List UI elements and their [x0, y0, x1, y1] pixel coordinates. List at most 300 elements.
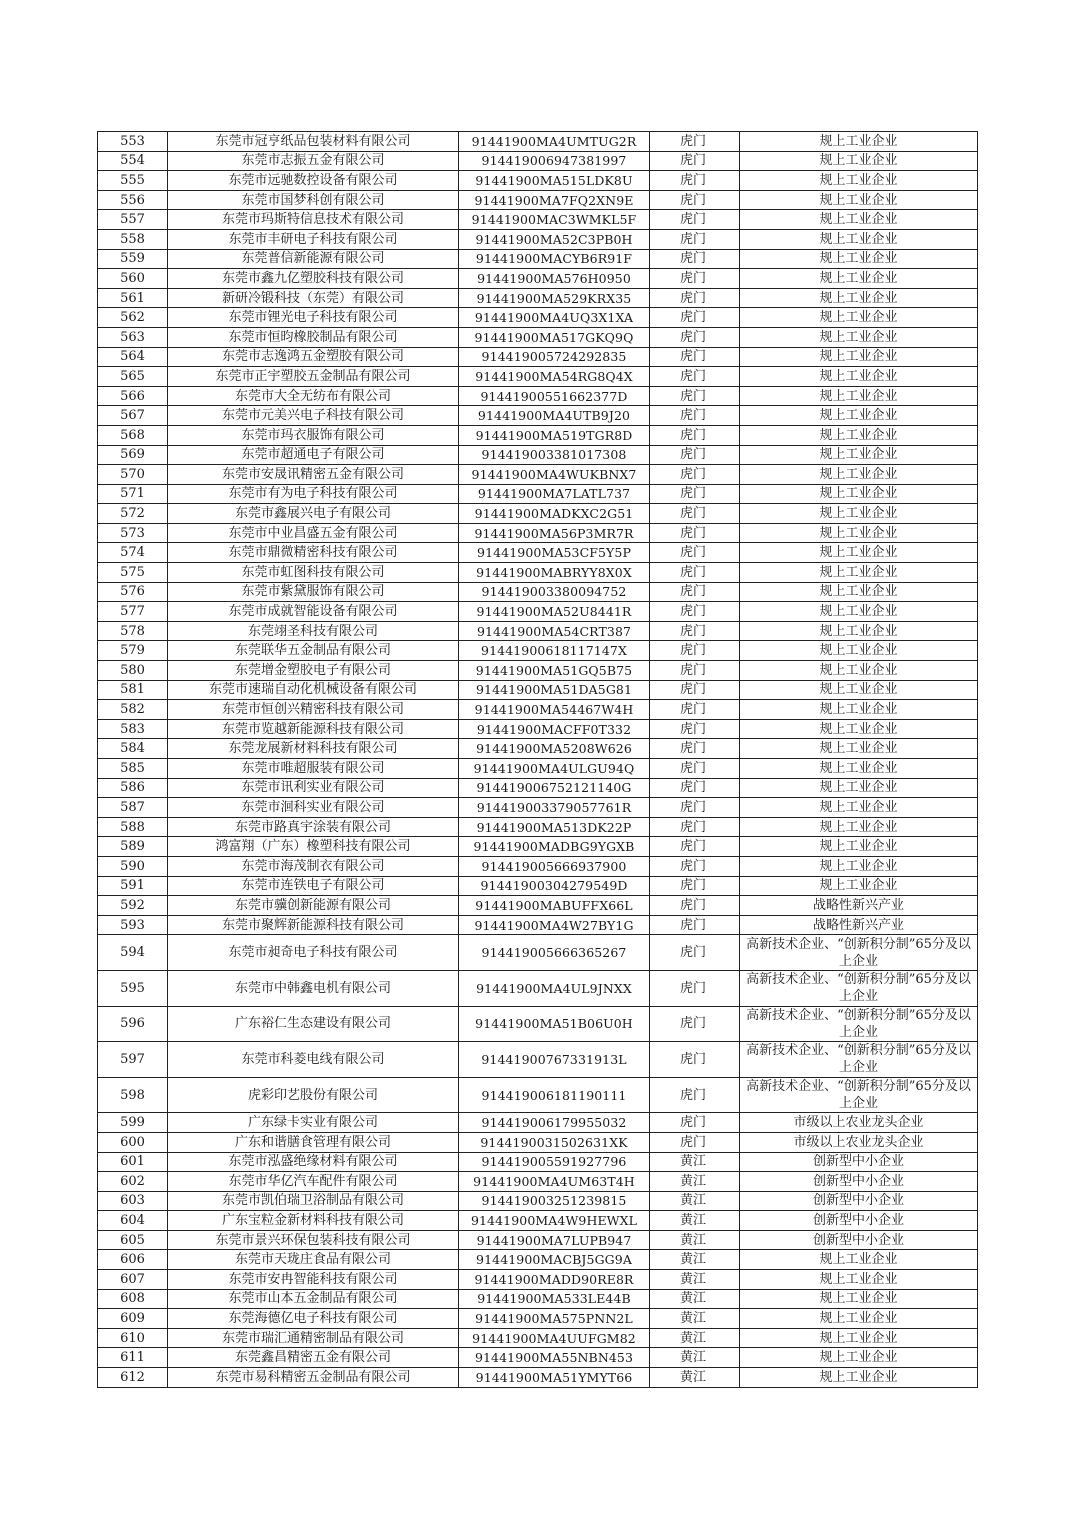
table-row [98, 1250, 978, 1270]
row-number: 611 [98, 1348, 168, 1368]
enterprise-type: 规上工业企业 [740, 680, 978, 700]
credit-code: 91441900MADBG9YGXB [459, 837, 650, 857]
company-name: 东莞市有为电子科技有限公司 [168, 484, 459, 504]
town-name: 虎门 [650, 739, 740, 759]
row-number: 556 [98, 190, 168, 210]
enterprise-type: 规上工业企业 [740, 229, 978, 249]
credit-code: 91441900MA7LUPB947 [459, 1230, 650, 1250]
row-number: 609 [98, 1309, 168, 1329]
row-number: 558 [98, 229, 168, 249]
town-name: 虎门 [650, 817, 740, 837]
company-name: 东莞市骥创新能源有限公司 [168, 896, 459, 916]
credit-code: 91441900MA7FQ2XN9E [459, 190, 650, 210]
row-number: 564 [98, 347, 168, 367]
row-number: 575 [98, 563, 168, 583]
town-name: 虎门 [650, 563, 740, 583]
credit-code: 914419006181190111 [459, 1077, 650, 1113]
town-name: 虎门 [650, 700, 740, 720]
enterprise-type: 规上工业企业 [740, 876, 978, 896]
table-row [98, 1132, 978, 1152]
credit-code: 91441900MA575PNN2L [459, 1309, 650, 1329]
row-number: 597 [98, 1042, 168, 1078]
table-row [98, 915, 978, 935]
table-row [98, 269, 978, 289]
town-name: 虎门 [650, 1113, 740, 1133]
enterprise-type: 高新技术企业、“创新积分制”65分及以上企业 [740, 1042, 978, 1078]
town-name: 虎门 [650, 249, 740, 269]
town-name: 黄江 [650, 1172, 740, 1192]
credit-code: 91441900694738199​7 [459, 151, 650, 171]
table-row [98, 1328, 978, 1348]
town-name: 虎门 [650, 151, 740, 171]
enterprise-type: 规上工业企业 [740, 661, 978, 681]
credit-code: 91441900767331913L [459, 1042, 650, 1078]
company-name: 东莞市丰研电子科技有限公司 [168, 229, 459, 249]
company-name: 广东裕仁生态建设有限公司 [168, 1006, 459, 1042]
row-number: 577 [98, 602, 168, 622]
row-number: 595 [98, 970, 168, 1006]
credit-code: 91441900MA4W9HEWXL [459, 1211, 650, 1231]
company-name: 东莞市超通电子有限公司 [168, 445, 459, 465]
credit-code: 91441900MA4W27BY1G [459, 915, 650, 935]
table-row [98, 425, 978, 445]
company-name: 东莞市恒昀橡胶制品有限公司 [168, 327, 459, 347]
enterprise-type: 规上工业企业 [740, 327, 978, 347]
company-name: 鸿富翔（广东）橡塑科技有限公司 [168, 837, 459, 857]
table-row [98, 151, 978, 171]
row-number: 555 [98, 171, 168, 191]
credit-code: 91441900MA4UTB9J20 [459, 406, 650, 426]
enterprise-type: 规上工业企业 [740, 151, 978, 171]
company-name: 东莞市山本五金制品有限公司 [168, 1289, 459, 1309]
table-row [98, 1289, 978, 1309]
town-name: 黄江 [650, 1211, 740, 1231]
company-name: 东莞市玛衣服饰有限公司 [168, 425, 459, 445]
enterprise-type: 规上工业企业 [740, 798, 978, 818]
row-number: 592 [98, 896, 168, 916]
company-name: 东莞龙展新材料科技有限公司 [168, 739, 459, 759]
row-number: 567 [98, 406, 168, 426]
enterprise-type: 规上工业企业 [740, 484, 978, 504]
table-row [98, 367, 978, 387]
credit-code: 914419003251239815 [459, 1191, 650, 1211]
enterprise-type: 市级以上农业龙头企业 [740, 1113, 978, 1133]
town-name: 虎门 [650, 425, 740, 445]
enterprise-type: 规上工业企业 [740, 504, 978, 524]
credit-code: 91441900MA517GKQ9Q [459, 327, 650, 347]
enterprise-type: 规上工业企业 [740, 778, 978, 798]
row-number: 557 [98, 210, 168, 230]
table-row [98, 1042, 978, 1078]
table-row [98, 661, 978, 681]
row-number: 570 [98, 465, 168, 485]
company-name: 东莞市鑫九亿塑胶科技有限公司 [168, 269, 459, 289]
table-row [98, 1191, 978, 1211]
company-name: 东莞市凯伯瑞卫浴制品有限公司 [168, 1191, 459, 1211]
company-name: 东莞市泓盛绝缘材料有限公司 [168, 1152, 459, 1172]
town-name: 虎门 [650, 641, 740, 661]
table-row [98, 1172, 978, 1192]
company-name: 新研冷锻科技（东莞）有限公司 [168, 288, 459, 308]
credit-code: 91441900MA513DK22P [459, 817, 650, 837]
credit-code: 91441900MA55NBN453 [459, 1348, 650, 1368]
town-name: 虎门 [650, 837, 740, 857]
company-name: 东莞市冠亨纸品包装材料有限公司 [168, 132, 459, 152]
row-number: 576 [98, 582, 168, 602]
town-name: 虎门 [650, 445, 740, 465]
company-name: 东莞市景兴环保包装科技有限公司 [168, 1230, 459, 1250]
credit-code: 914419006179955032 [459, 1113, 650, 1133]
town-name: 虎门 [650, 367, 740, 387]
credit-code: 91441900MACYB6R91F [459, 249, 650, 269]
town-name: 虎门 [650, 543, 740, 563]
enterprise-type: 规上工业企业 [740, 269, 978, 289]
company-name: 东莞翊圣科技有限公司 [168, 621, 459, 641]
town-name: 虎门 [650, 406, 740, 426]
credit-code: 91441900MA529KRX35 [459, 288, 650, 308]
enterprise-type: 规上工业企业 [740, 367, 978, 387]
credit-code: 9144190031502631XK [459, 1132, 650, 1152]
table-row [98, 1368, 978, 1388]
town-name: 虎门 [650, 915, 740, 935]
row-number: 573 [98, 523, 168, 543]
credit-code: 91441900MA53CF5Y5P [459, 543, 650, 563]
table-row [98, 406, 978, 426]
company-name: 东莞普信新能源有限公司 [168, 249, 459, 269]
enterprise-type: 规上工业企业 [740, 1328, 978, 1348]
town-name: 虎门 [650, 484, 740, 504]
row-number: 553 [98, 132, 168, 152]
company-name: 东莞市鑫展兴电子有限公司 [168, 504, 459, 524]
enterprise-type: 规上工业企业 [740, 171, 978, 191]
enterprise-type: 规上工业企业 [740, 641, 978, 661]
credit-code: 914419003381017308 [459, 445, 650, 465]
table-row [98, 132, 978, 152]
table-row [98, 935, 978, 971]
table-row [98, 190, 978, 210]
enterprise-type: 规上工业企业 [740, 132, 978, 152]
table-body [98, 132, 978, 1388]
enterprise-table [97, 131, 978, 1388]
row-number: 602 [98, 1172, 168, 1192]
company-name: 东莞市志振五金有限公司 [168, 151, 459, 171]
enterprise-type: 规上工业企业 [740, 190, 978, 210]
row-number: 590 [98, 856, 168, 876]
town-name: 虎门 [650, 504, 740, 524]
row-number: 559 [98, 249, 168, 269]
town-name: 黄江 [650, 1270, 740, 1290]
credit-code: 91441900MA4UL9JNXX [459, 970, 650, 1006]
company-name: 东莞市瑞汇通精密制品有限公司 [168, 1328, 459, 1348]
company-name: 东莞鑫昌精密五金有限公司 [168, 1348, 459, 1368]
table-row [98, 523, 978, 543]
table-row [98, 465, 978, 485]
company-name: 广东宝粒金新材料科技有限公司 [168, 1211, 459, 1231]
credit-code: 91441900MA576H0950 [459, 269, 650, 289]
enterprise-type: 规上工业企业 [740, 817, 978, 837]
enterprise-type: 规上工业企业 [740, 621, 978, 641]
row-number: 606 [98, 1250, 168, 1270]
row-number: 584 [98, 739, 168, 759]
enterprise-type: 规上工业企业 [740, 425, 978, 445]
table-row [98, 970, 978, 1006]
credit-code: 91441900MA515LDK8U [459, 171, 650, 191]
company-name: 广东和谐膳食管理有限公司 [168, 1132, 459, 1152]
row-number: 562 [98, 308, 168, 328]
credit-code: 91441900MA51DA5G81 [459, 680, 650, 700]
company-name: 东莞市天珑庄食品有限公司 [168, 1250, 459, 1270]
enterprise-type: 高新技术企业、“创新积分制”65分及以上企业 [740, 935, 978, 971]
row-number: 580 [98, 661, 168, 681]
town-name: 虎门 [650, 523, 740, 543]
row-number: 589 [98, 837, 168, 857]
table-row [98, 210, 978, 230]
company-name: 东莞市玛斯特信息技术有限公司 [168, 210, 459, 230]
table-row [98, 1077, 978, 1113]
table-row [98, 896, 978, 916]
company-name: 东莞市国梦科创有限公司 [168, 190, 459, 210]
credit-code: 91441900MA7LATL737 [459, 484, 650, 504]
credit-code: 91441900MA54467W4H [459, 700, 650, 720]
enterprise-type: 规上工业企业 [740, 1309, 978, 1329]
table-row [98, 229, 978, 249]
row-number: 608 [98, 1289, 168, 1309]
table-row [98, 484, 978, 504]
table-row [98, 1006, 978, 1042]
town-name: 黄江 [650, 1152, 740, 1172]
enterprise-type: 创新型中小企业 [740, 1152, 978, 1172]
town-name: 虎门 [650, 621, 740, 641]
credit-code: 91441900MA51B06U0H [459, 1006, 650, 1042]
table-row [98, 1309, 978, 1329]
row-number: 581 [98, 680, 168, 700]
table-row [98, 621, 978, 641]
row-number: 594 [98, 935, 168, 971]
enterprise-type: 规上工业企业 [740, 406, 978, 426]
enterprise-type: 规上工业企业 [740, 1270, 978, 1290]
company-name: 东莞市唯超服装有限公司 [168, 759, 459, 779]
credit-code: 914419006752121140G [459, 778, 650, 798]
enterprise-type: 规上工业企业 [740, 739, 978, 759]
table-row [98, 719, 978, 739]
company-name: 东莞市海茂制衣有限公司 [168, 856, 459, 876]
company-name: 东莞市安冉智能科技有限公司 [168, 1270, 459, 1290]
town-name: 虎门 [650, 465, 740, 485]
town-name: 虎门 [650, 171, 740, 191]
credit-code: 91441900MA533LE44B [459, 1289, 650, 1309]
table-row [98, 1270, 978, 1290]
table-row [98, 680, 978, 700]
company-name: 东莞市大全无纺布有限公司 [168, 386, 459, 406]
enterprise-type: 市级以上农业龙头企业 [740, 1132, 978, 1152]
credit-code: 91441900MA52U8441R [459, 602, 650, 622]
row-number: 586 [98, 778, 168, 798]
town-name: 虎门 [650, 661, 740, 681]
row-number: 563 [98, 327, 168, 347]
town-name: 虎门 [650, 719, 740, 739]
table-row [98, 563, 978, 583]
company-name: 东莞市连铁电子有限公司 [168, 876, 459, 896]
enterprise-type: 创新型中小企业 [740, 1191, 978, 1211]
table-row [98, 347, 978, 367]
row-number: 607 [98, 1270, 168, 1290]
company-name: 东莞市科菱电线有限公司 [168, 1042, 459, 1078]
town-name: 虎门 [650, 190, 740, 210]
town-name: 虎门 [650, 856, 740, 876]
company-name: 东莞市鼎微精密科技有限公司 [168, 543, 459, 563]
credit-code: 91441900551662377D [459, 386, 650, 406]
town-name: 黄江 [650, 1230, 740, 1250]
town-name: 虎门 [650, 269, 740, 289]
credit-code: 91441900304279549D [459, 876, 650, 896]
town-name: 黄江 [650, 1289, 740, 1309]
row-number: 596 [98, 1006, 168, 1042]
row-number: 560 [98, 269, 168, 289]
town-name: 虎门 [650, 778, 740, 798]
credit-code: 91441900MA519TGR8D [459, 425, 650, 445]
row-number: 593 [98, 915, 168, 935]
enterprise-type: 规上工业企业 [740, 523, 978, 543]
credit-code: 91441900MA4UQ3X1XA [459, 308, 650, 328]
town-name: 虎门 [650, 347, 740, 367]
row-number: 561 [98, 288, 168, 308]
enterprise-type: 规上工业企业 [740, 543, 978, 563]
credit-code: 91441900MA54RG8Q4X [459, 367, 650, 387]
town-name: 虎门 [650, 935, 740, 971]
town-name: 虎门 [650, 386, 740, 406]
enterprise-type: 规上工业企业 [740, 1289, 978, 1309]
credit-code: 91441900MACBJ5GG9A [459, 1250, 650, 1270]
table-row [98, 582, 978, 602]
town-name: 虎门 [650, 582, 740, 602]
table-row [98, 739, 978, 759]
enterprise-type: 创新型中小企业 [740, 1211, 978, 1231]
credit-code: 91441900618117147X [459, 641, 650, 661]
credit-code: 91441900MAC3WMKL5F [459, 210, 650, 230]
row-number: 571 [98, 484, 168, 504]
enterprise-type: 创新型中小企业 [740, 1172, 978, 1192]
company-name: 东莞市中韩鑫电机有限公司 [168, 970, 459, 1006]
enterprise-type: 规上工业企业 [740, 1250, 978, 1270]
enterprise-type: 规上工业企业 [740, 759, 978, 779]
table-row [98, 1348, 978, 1368]
table-row [98, 759, 978, 779]
table-row [98, 1152, 978, 1172]
company-name: 东莞市路真宇涂装有限公司 [168, 817, 459, 837]
credit-code: 91441900MA56P3MR7R [459, 523, 650, 543]
company-name: 东莞市易科精密五金制品有限公司 [168, 1368, 459, 1388]
enterprise-type: 战略性新兴产业 [740, 915, 978, 935]
town-name: 虎门 [650, 970, 740, 1006]
credit-code: 914419005666937900 [459, 856, 650, 876]
row-number: 568 [98, 425, 168, 445]
town-name: 黄江 [650, 1250, 740, 1270]
town-name: 黄江 [650, 1368, 740, 1388]
credit-code: 914419005591927796 [459, 1152, 650, 1172]
row-number: 569 [98, 445, 168, 465]
credit-code: 91441900MA4UMTUG2R [459, 132, 650, 152]
table-row [98, 308, 978, 328]
company-name: 东莞市成就智能设备有限公司 [168, 602, 459, 622]
row-number: 598 [98, 1077, 168, 1113]
table-row [98, 1211, 978, 1231]
enterprise-type: 规上工业企业 [740, 1348, 978, 1368]
enterprise-type: 规上工业企业 [740, 210, 978, 230]
town-name: 虎门 [650, 1042, 740, 1078]
credit-code: 91441900MABUFFX66L [459, 896, 650, 916]
credit-code: 91441900MACFF0T332 [459, 719, 650, 739]
table-row [98, 700, 978, 720]
credit-code: 914419005666365267 [459, 935, 650, 971]
company-name: 东莞海德亿电子科技有限公司 [168, 1309, 459, 1329]
row-number: 604 [98, 1211, 168, 1231]
enterprise-type: 规上工业企业 [740, 856, 978, 876]
enterprise-type: 战略性新兴产业 [740, 896, 978, 916]
enterprise-type: 规上工业企业 [740, 347, 978, 367]
table-row [98, 602, 978, 622]
town-name: 虎门 [650, 327, 740, 347]
table-row [98, 249, 978, 269]
town-name: 虎门 [650, 288, 740, 308]
row-number: 583 [98, 719, 168, 739]
company-name: 东莞市紫黛服饰有限公司 [168, 582, 459, 602]
town-name: 黄江 [650, 1191, 740, 1211]
company-name: 东莞市览越新能源科技有限公司 [168, 719, 459, 739]
town-name: 虎门 [650, 229, 740, 249]
credit-code: 914419003379057761R [459, 798, 650, 818]
town-name: 虎门 [650, 308, 740, 328]
credit-code: 91441900MADKXC2G51 [459, 504, 650, 524]
credit-code: 91441900MA4ULGU94Q [459, 759, 650, 779]
enterprise-type: 规上工业企业 [740, 837, 978, 857]
table-row [98, 445, 978, 465]
row-number: 601 [98, 1152, 168, 1172]
town-name: 黄江 [650, 1348, 740, 1368]
company-name: 东莞市远驰数控设备有限公司 [168, 171, 459, 191]
enterprise-type: 规上工业企业 [740, 386, 978, 406]
row-number: 610 [98, 1328, 168, 1348]
row-number: 591 [98, 876, 168, 896]
town-name: 虎门 [650, 132, 740, 152]
table-row [98, 778, 978, 798]
credit-code: 91441900MABRYY8X0X [459, 563, 650, 583]
enterprise-type: 规上工业企业 [740, 465, 978, 485]
credit-code: 91441900MA5208W626 [459, 739, 650, 759]
town-name: 虎门 [650, 680, 740, 700]
row-number: 585 [98, 759, 168, 779]
company-name: 广东绿卡实业有限公司 [168, 1113, 459, 1133]
table-row [98, 1113, 978, 1133]
town-name: 虎门 [650, 1132, 740, 1152]
company-name: 东莞市讯利实业有限公司 [168, 778, 459, 798]
company-name: 东莞联华五金制品有限公司 [168, 641, 459, 661]
credit-code: 914419003380094752 [459, 582, 650, 602]
town-name: 黄江 [650, 1328, 740, 1348]
table-row [98, 856, 978, 876]
row-number: 612 [98, 1368, 168, 1388]
company-name: 东莞市聚辉新能源科技有限公司 [168, 915, 459, 935]
credit-code: 91441900MADD90RE8R [459, 1270, 650, 1290]
table-row [98, 641, 978, 661]
town-name: 黄江 [650, 1309, 740, 1329]
company-name: 东莞市元美兴电子科技有限公司 [168, 406, 459, 426]
company-name: 东莞市中业昌盛五金有限公司 [168, 523, 459, 543]
credit-code: 91441900MA4UUFGM82 [459, 1328, 650, 1348]
table-row [98, 837, 978, 857]
row-number: 587 [98, 798, 168, 818]
town-name: 虎门 [650, 759, 740, 779]
town-name: 虎门 [650, 1077, 740, 1113]
